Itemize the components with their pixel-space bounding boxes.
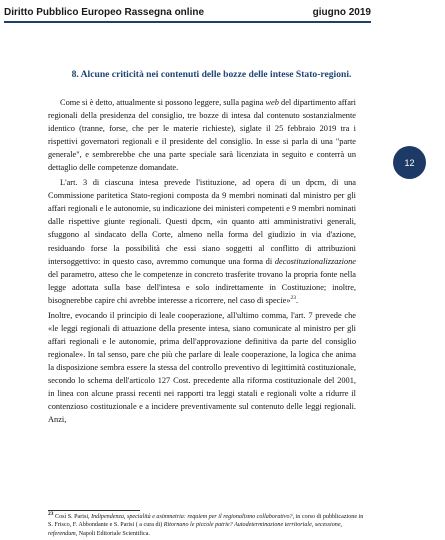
paragraph (48, 309, 356, 426)
text-run: del dipartimento affari regionali della presidenza del consiglio, tre bozze di intesa dal contenuto sostanzialmente identico (tranne, forse, che per le materie richieste), siglate il 25 febbraio 2019 tra i rispettivi governatori regionali e il presidente del consiglio. In esse si parla di una "parte generale", e sembrerebbe che una parte speciale sarà licenziata in seguito e conterrà un dettaglio delle competenze domandate. (48, 98, 356, 173)
journal-title: Diritto Pubblico Europeo Rassegna online (4, 7, 205, 18)
page-header (4, 4, 371, 21)
paragraph (48, 176, 356, 306)
text-run: Inoltre, evocando il principio di leale cooperazione, all'ultimo comma, l'art. 7 prevede che «le leggi regionali di attuazione della presente intesa, siano comunicate al ministro per gli affari regionali e le autonomie, prima dell'approvazione definitiva da parte del consiglio regionale». In tal senso, pare che più che parlare di leale cooperazione, la logica che anima la disposizione sembra essere la stessa del controllo preventivo di legittimità costituzionale, secondo lo schema dell'articolo 127 Cost. precedente alla riforma costituzionale del 2001, in linea con alcune prassi recenti nei rapporti tra leggi statali e regionali volte a ridurre il contenzioso costituzionale e a incidere preventivamente sul contenuto delle leggi regionali. Anzi, (48, 310, 356, 425)
text-run: Come si è detto, attualmente si possono leggere, sulla pagina (60, 98, 266, 107)
header-divider (4, 21, 371, 23)
issue-date: giugno 2019 (312, 7, 371, 18)
italic-text: Ritornano le piccole patrie? Autodeterminazione territoriale, secessione, referendum (48, 522, 343, 537)
text-run: del parametro, atteso che le competenze in concreto trasferite trovano la propria fonte nella legge adottata sulla base dell'intesa e solo indirettamente in Costituzione; inoltre, bisognerebbe capire chi avrebbe interesse a ricorrere, nel caso di specie» (48, 269, 356, 305)
page-number-badge (393, 146, 426, 179)
italic-text: decostituzionalizzazione (274, 256, 356, 266)
footnote (48, 510, 366, 538)
text-run: L'art. 3 di ciascuna intesa prevede l'istituzione, ad opera di un dpcm, di una Commissione paritetica Stato-regioni composta da 9 membri nominati dal ministro per gli affari regionali e le autonomie, su indicazione dei ministeri competenti e 9 membri nominati dalle rispettive giunte regionali. Questi dpcm, «in quanto atti amministrativi generali, sfuggono al sindacato della Corte, almeno nella forma del giudizio in via d'azione, residuando forse la possibilità che essi siano soggetti al conflitto di attribuzioni intersoggettivo: in questo caso, avremmo comunque una forma di (48, 178, 357, 266)
paragraph (48, 96, 356, 174)
text-run: , in corso di pubblicazione in S. Frisco, F. Abbondante e S. Parisi ( a cura di) (48, 514, 364, 529)
footnote-divider (48, 510, 140, 511)
page-number: 12 (404, 157, 415, 168)
italic-text: web (265, 98, 279, 107)
section-title: 8. Alcune criticità nei contenuti delle bozze delle intese Stato-regioni. (71, 69, 352, 80)
text-run: , Napoli Editoriale Scientifica. (75, 530, 150, 537)
text-run: . (296, 295, 299, 305)
text-run: Così S. Parisi, (53, 514, 92, 520)
footnote-ref: 23 (290, 294, 297, 301)
italic-text: Indipendenza, specialità e asimmetria: requiem per il regionalismo collaborativo? (91, 514, 293, 520)
body-text (48, 96, 356, 426)
footnote-ref: 23 (48, 510, 54, 517)
